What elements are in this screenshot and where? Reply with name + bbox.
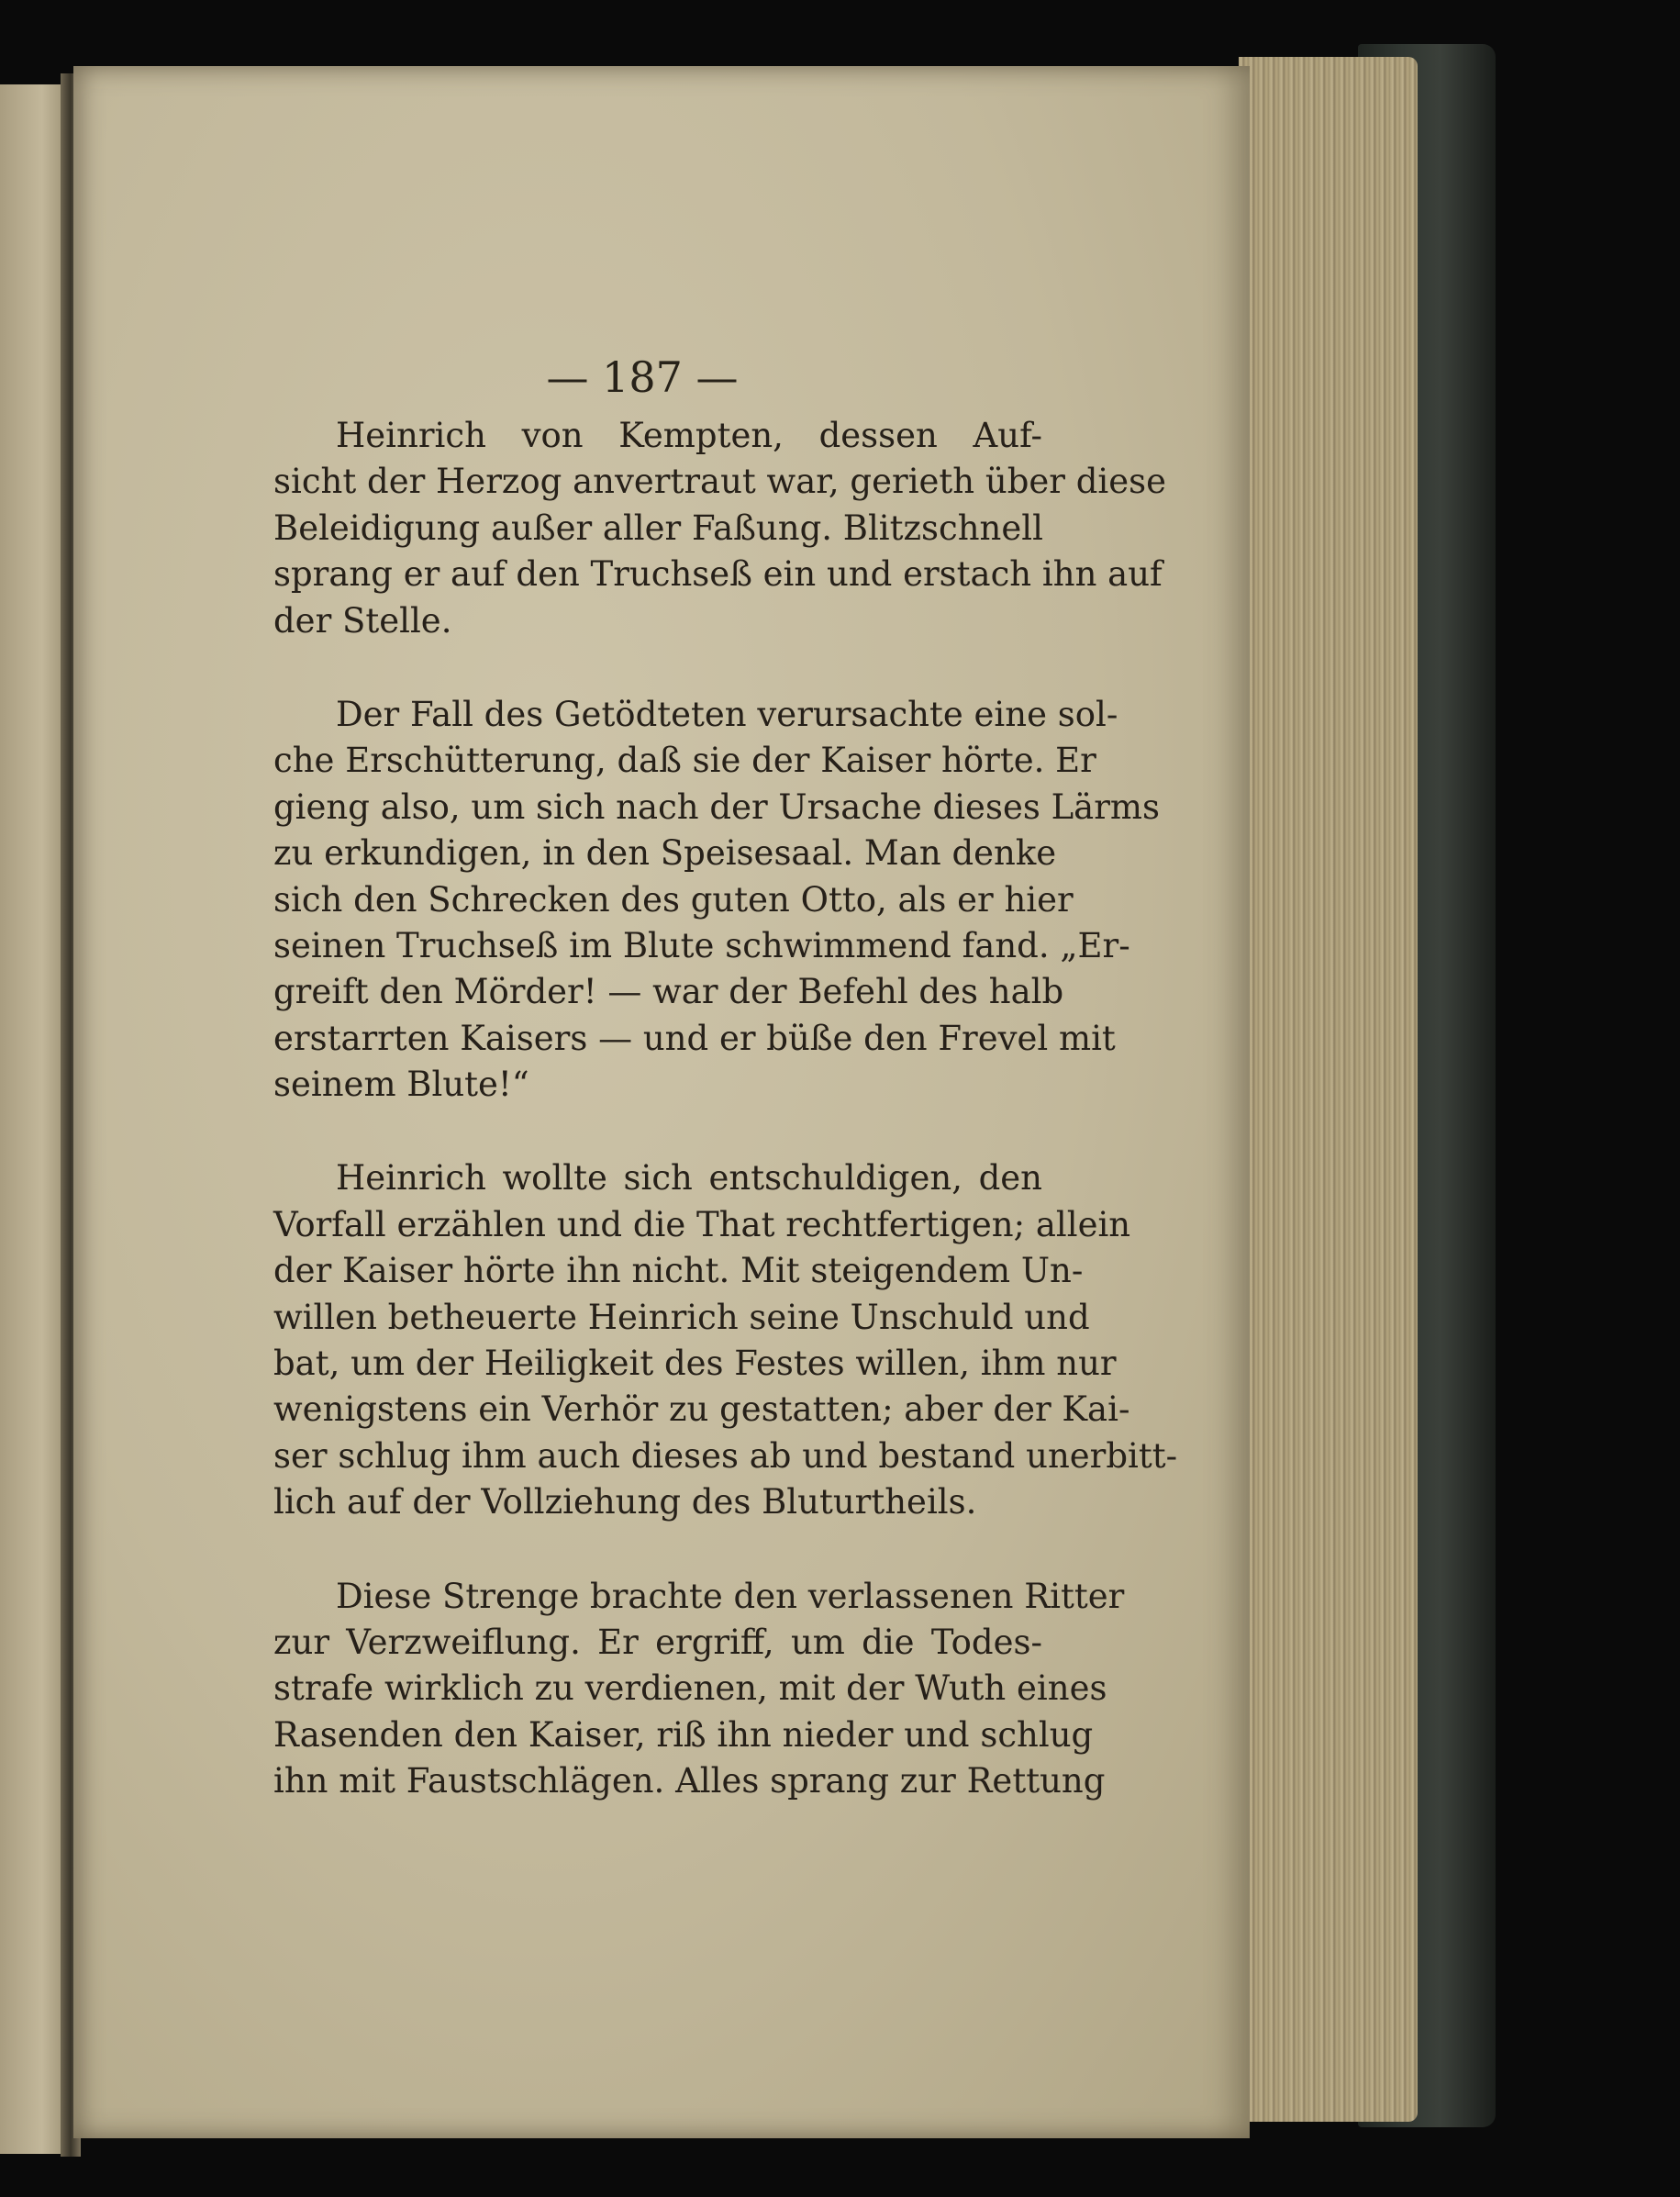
book-page xyxy=(73,66,1250,2138)
text-line: sich den Schrecken des guten Otto, als er hier xyxy=(273,879,1074,920)
left-facing-page xyxy=(0,84,70,2154)
text-line: zur Verzweiflung. Er ergriff, um die Todes- xyxy=(273,1622,1042,1662)
text-line: sprang er auf den Truchseß ein und erstach ihn auf xyxy=(273,554,1163,595)
paragraph xyxy=(273,1155,1178,1525)
text-line: bat, um der Heiligkeit des Festes willen, ihm nur xyxy=(273,1344,1117,1384)
text-line: erstarrten Kaisers — und er büße den Frevel mit xyxy=(273,1018,1116,1058)
text-line: che Erschütterung, daß sie der Kaiser hörte. Er xyxy=(273,741,1096,781)
text-line: ser schlug ihm auch dieses ab und bestand unerbitt- xyxy=(273,1435,1178,1476)
text-line: willen betheuerte Heinrich seine Unschuld und xyxy=(273,1297,1090,1337)
text-line: der Stelle. xyxy=(273,600,452,641)
text-line: strafe wirklich zu verdienen, mit der Wuth eines xyxy=(273,1668,1107,1709)
paragraph xyxy=(273,692,1160,1109)
text-line: Heinrich wollte sich entschuldigen, den xyxy=(336,1158,1042,1199)
text-line: ihn mit Faustschlägen. Alles sprang zur Rettung xyxy=(273,1761,1106,1801)
text-line: greift den Mörder! — war der Befehl des halb xyxy=(273,972,1064,1012)
page-edges xyxy=(1239,57,1418,2122)
text-line: zu erkundigen, in den Speisesaal. Man denke xyxy=(273,833,1057,874)
text-line: seinen Truchseß im Blute schwimmend fand. „Er- xyxy=(273,925,1130,965)
text-line: wenigstens ein Verhör zu gestatten; aber der Kai- xyxy=(273,1389,1130,1430)
text-line: Rasenden den Kaiser, riß ihn nieder und schlug xyxy=(273,1714,1094,1755)
text-line: Diese Strenge brachte den verlassenen Ritter xyxy=(336,1576,1125,1616)
paragraph xyxy=(273,1574,1125,1805)
page-number: — 187 — xyxy=(546,352,739,402)
text-line: seinem Blute!“ xyxy=(273,1065,529,1105)
text-line: Heinrich von Kempten, dessen Auf- xyxy=(336,416,1042,455)
text-line: Vorfall erzählen und die That rechtfertigen; allein xyxy=(273,1204,1131,1244)
text-block xyxy=(273,413,1178,1853)
paragraph xyxy=(273,413,1167,644)
text-line: Der Fall des Getödteten verursachte eine sol- xyxy=(336,694,1118,734)
text-line: gieng also, um sich nach der Ursache dieses Lärms xyxy=(273,786,1160,827)
text-line: sicht der Herzog anvertraut war, gerieth über diese xyxy=(273,462,1167,502)
text-line: der Kaiser hörte ihn nicht. Mit steigendem Un- xyxy=(273,1251,1084,1291)
text-line: lich auf der Vollziehung des Bluturtheils. xyxy=(273,1482,977,1522)
text-line: Beleidigung außer aller Faßung. Blitzschnell xyxy=(273,507,1043,548)
